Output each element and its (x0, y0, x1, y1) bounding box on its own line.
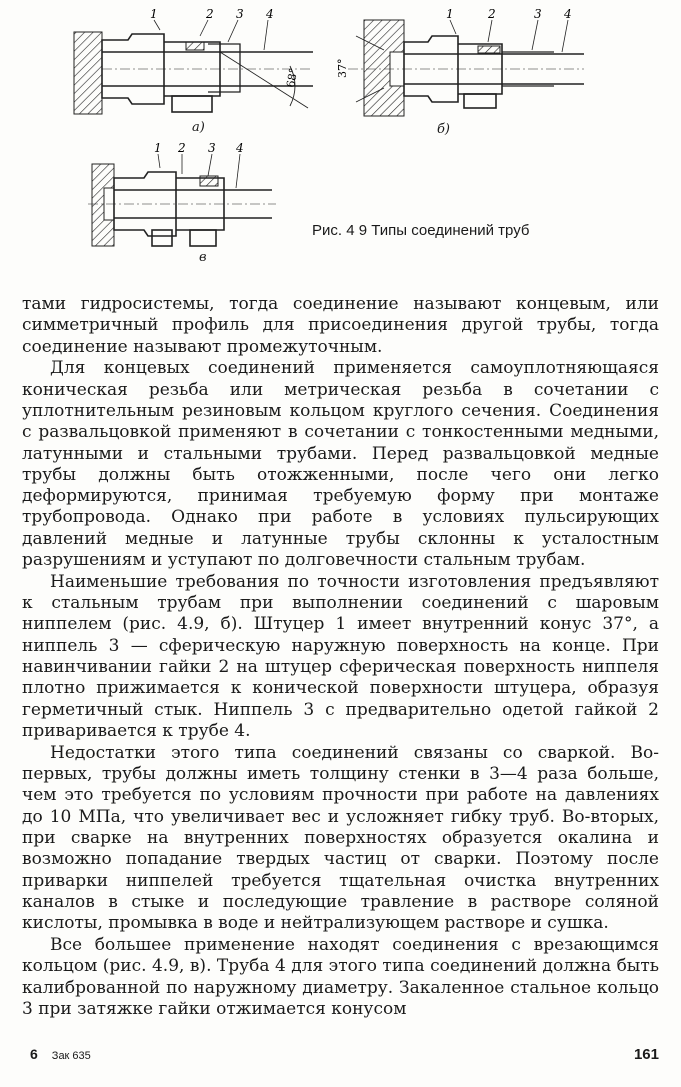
figure-4-9 (0, 0, 681, 292)
drawing-v (82, 140, 282, 252)
page-footer (22, 1042, 659, 1066)
callout-a-2: 2 (206, 7, 214, 21)
callout-a-4: 4 (266, 7, 274, 21)
paragraph-1: тами гидросистемы, тогда соединение называют концевым, или симметричный профиль для присоединения другой трубы, тогда соединение называют промежуточным. (22, 294, 659, 357)
callout-b-1: 1 (446, 7, 454, 21)
body-text (22, 294, 659, 1020)
callout-b-2: 2 (488, 7, 496, 21)
order-number: Зак 635 (51, 1050, 91, 1062)
subcaption-b: б) (437, 122, 451, 137)
callout-v-4: 4 (236, 141, 244, 155)
angle-a-label: 68° (284, 67, 301, 89)
drawing-b (328, 6, 588, 118)
callout-v-1: 1 (154, 141, 162, 155)
printer-signature (30, 1046, 91, 1062)
callout-v-2: 2 (178, 141, 186, 155)
callout-a-1: 1 (150, 7, 158, 21)
paragraph-3: Наименьшие требования по точности изготовления предъявляют к стальным трубам при выполнении соединений с шаровым ниппелем (рис. 4.9, б). Штуцер 1 имеет внутренний конус 37°, а ниппель 3 — сферическую наружную поверхность на конце. При навинчивании гайки 2 на штуцер сферическая поверхность ниппеля плотно прижимается к конической поверхности штуцера, образуя герметичный стык. Ниппель 3 с предварительно одетой гайкой 2 приваривается к трубе 4. (22, 571, 659, 741)
signature-number: 6 (30, 1046, 38, 1062)
figure-caption: Рис. 4 9 Типы соединений труб (312, 222, 530, 239)
paragraph-2: Для концевых соединений применяется самоуплотняющаяся коническая резьба или метрическая резьба в сочетании с уплотнительным резиновым кольцом круглого сечения. Соединения с развальцовкой применяют в сочетании с тонкостенными медными, латунными и стальными трубами. Перед развальцовкой медные трубы должны быть отожженными, после чего они легко деформируются, принимая требуемую форму при монтаже трубопровода. Однако при работе в условиях пульсирующих давлений медные и латунные трубы склонны к усталостным разрушениям и уступают по долговечности стальным трубам. (22, 358, 659, 571)
callout-b-4: 4 (564, 7, 572, 21)
callout-a-3: 3 (236, 7, 244, 21)
paragraph-5: Все большее применение находят соединения с врезающимся кольцом (рис. 4.9, в). Труба 4 для этого типа соединений должна быть калиброванной по наружному диаметру. Закаленное стальное кольцо 3 при затяжке гайки отжимается конусом (22, 934, 659, 1019)
page-number: 161 (633, 1046, 659, 1063)
callout-b-3: 3 (534, 7, 542, 21)
subcaption-a: а) (192, 120, 205, 135)
drawing-a (68, 6, 318, 118)
angle-b-label: 37° (336, 58, 349, 78)
subcaption-v: в (199, 250, 207, 265)
callout-v-3: 3 (208, 141, 216, 155)
paragraph-4: Недостатки этого типа соединений связаны со сваркой. Во-первых, трубы должны иметь толщину стенки в 3—4 раза больше, чем это требуется по условиям прочности при работе на давлениях до 10 МПа, что увеличивает вес и усложняет гибку труб. Во-вторых, при сварке на внутренних поверхностях образуется окалина и возможно попадание твердых частиц от сварки. Поэтому после приварки ниппелей требуется тщательная очистка внутренних каналов в стыке и последующие травление в растворе соляной кислоты, промывка в воде и нейтрализующем растворе и сушка. (22, 742, 659, 934)
